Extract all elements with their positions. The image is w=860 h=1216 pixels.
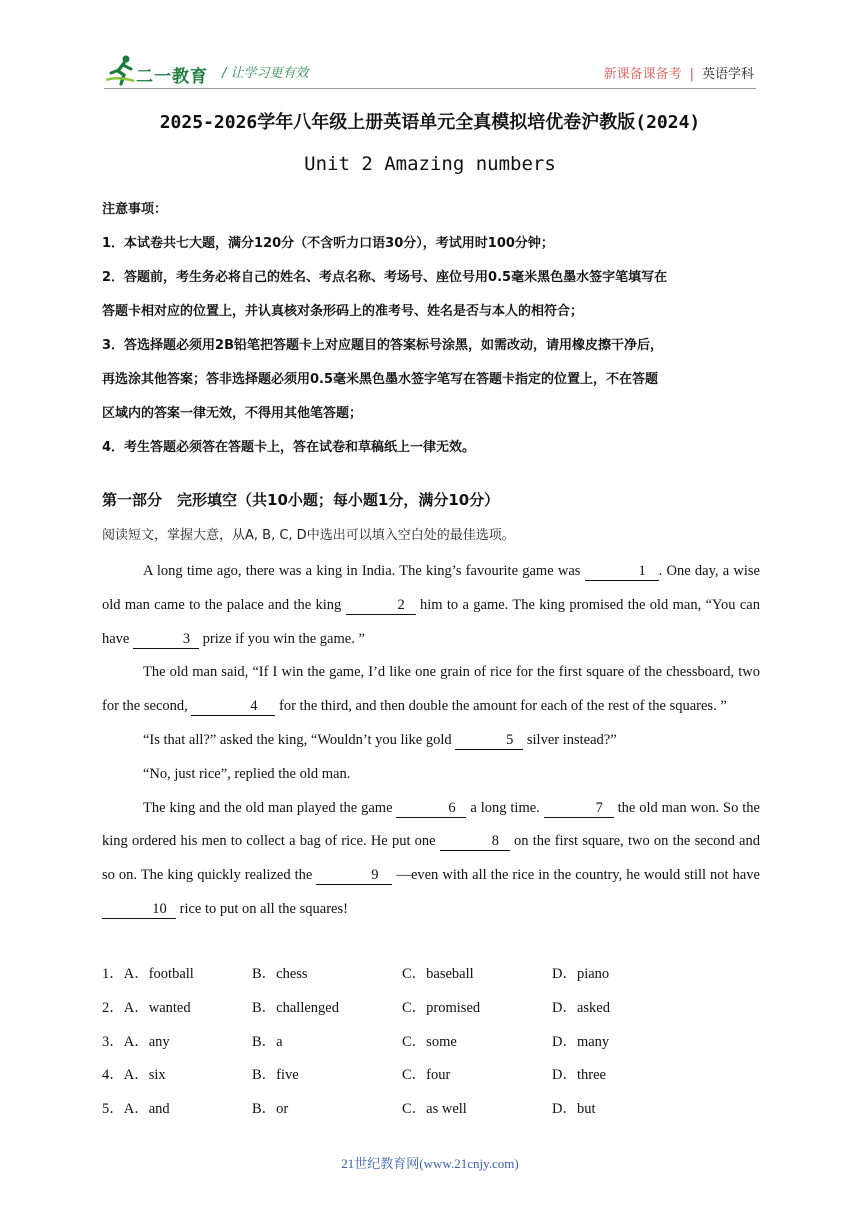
blank-9: 9 — [316, 866, 392, 885]
option-d: D．asked — [552, 999, 610, 1016]
passage-text: prize if you win the game. ” — [199, 630, 365, 647]
option-d: D．but — [552, 1101, 596, 1118]
notes-line: 4．考生答题必须答在答题卡上，答在试卷和草稿纸上一律无效。 — [102, 440, 476, 455]
footer-link[interactable]: 21世纪教育网(www.21cnjy.com) — [341, 1156, 519, 1171]
passage-text: . One day, a wise old man came to the palace and the king — [102, 563, 760, 613]
notes-line: 再选涂其他答案；答非选择题必须用0.5毫米黑色墨水签字笔写在答题卡指定的位置上，不在答题 — [102, 372, 659, 387]
cloze-passage — [102, 555, 760, 927]
passage-paragraph — [102, 724, 760, 758]
header-divider — [104, 88, 756, 89]
blank-1: 1 — [585, 562, 659, 581]
blank-10: 10 — [102, 900, 176, 919]
notes-line: 1．本试卷共七大题，满分120分（不含听力口语30分），考试用时100分钟； — [102, 236, 554, 251]
notes-heading: 注意事项： — [102, 202, 168, 217]
option-c: C．four — [402, 1067, 451, 1084]
blank-5: 5 — [455, 731, 523, 750]
option-c: C．baseball — [402, 966, 474, 982]
passage-text: “Is that all?” asked the king, “Wouldn’t you like gold — [143, 731, 456, 748]
notes-line: 区域内的答案一律无效，不得用其他笔答题； — [102, 406, 363, 421]
slogan: / 让学习更有效 — [222, 66, 309, 81]
option-row — [102, 992, 762, 1026]
option-a: 4．A．six — [102, 1067, 166, 1084]
passage-text: The old man said, “If I win the game, I’d like one grain of rice for the first square of the chessboard, two for the second, — [102, 664, 760, 715]
option-a: 1．A．football — [102, 966, 194, 982]
blank-4: 4 — [191, 697, 275, 716]
option-b: B．challenged — [252, 999, 339, 1016]
logo-text: 二一教育 — [136, 67, 208, 87]
passage-paragraph: “No, just rice”, replied the old man. — [143, 765, 351, 782]
blank-6: 6 — [396, 799, 466, 818]
option-d: D．three — [552, 1067, 606, 1084]
passage-text: silver instead?” — [523, 731, 617, 748]
option-c: C．as well — [402, 1101, 467, 1118]
header-label-subject: 英语学科 — [701, 67, 754, 82]
passage-text: A long time ago, there was a king in India. The king’s favourite game was — [143, 563, 585, 579]
passage-text: on the first square, two on the second and so on. The king quickly realized the — [102, 833, 760, 884]
blank-2: 2 — [346, 596, 416, 615]
option-row — [102, 1026, 762, 1060]
option-row — [102, 1093, 762, 1127]
option-c: C．promised — [402, 999, 481, 1016]
option-row — [102, 1059, 762, 1093]
header-separator: | — [689, 67, 694, 82]
notes-section — [102, 193, 762, 465]
option-row — [102, 958, 762, 992]
passage-text: rice to put on all the squares! — [176, 900, 348, 917]
option-b: B．five — [252, 1067, 299, 1084]
passage-paragraph — [102, 656, 760, 724]
page-header — [0, 0, 860, 92]
blank-3: 3 — [133, 630, 199, 649]
notes-line: 3．答选择题必须用2B铅笔把答题卡上对应题目的答案标号涂黑，如需改动，请用橡皮擦干净后， — [102, 338, 664, 353]
page-title: 2025-2026学年八年级上册英语单元全真模拟培优卷沪教版(2024) — [159, 112, 701, 133]
passage-text: —even with all the rice in the country, he would still not have — [392, 867, 760, 884]
passage-text: him to a game. The king promised the old man, “You can have — [102, 596, 760, 647]
option-b: B．chess — [252, 966, 308, 982]
notes-line: 2．答题前，考生务必将自己的姓名、考点名称、考场号、座位号用0.5毫米黑色墨水签字笔填写在 — [102, 270, 668, 285]
header-label-course: 新课备课备考 — [603, 67, 682, 82]
option-a: 2．A．wanted — [102, 999, 191, 1016]
notes-line: 答题卡相对应的位置上，并认真核对条形码上的准考号、姓名是否与本人的相符合； — [102, 304, 584, 319]
logo — [104, 54, 214, 90]
passage-paragraph — [102, 555, 760, 656]
option-a: 5．A．and — [102, 1101, 170, 1118]
option-c: C．some — [402, 1033, 457, 1050]
passage-text: a long time. — [466, 799, 544, 816]
option-d: D．piano — [552, 966, 610, 982]
option-b: B．a — [252, 1033, 283, 1050]
option-b: B．or — [252, 1101, 289, 1118]
header-right — [604, 63, 754, 82]
page-subtitle: Unit 2 Amazing numbers — [304, 153, 556, 175]
runner-logo-icon — [104, 54, 138, 86]
passage-text: The king and the old man played the game — [143, 799, 397, 816]
option-a: 3．A．any — [102, 1033, 170, 1050]
passage-text: the old man won. So the king ordered his men to collect a bag of rice. He put one — [102, 799, 760, 850]
answer-options — [102, 958, 762, 1127]
blank-7: 7 — [544, 799, 614, 818]
blank-8: 8 — [440, 832, 510, 851]
option-d: D．many — [552, 1033, 610, 1050]
section-instruction: 阅读短文，掌握大意，从A, B, C, D中选出可以填入空白处的最佳选项。 — [102, 528, 515, 543]
passage-text: for the third, and then double the amount for each of the rest of the squares. ” — [275, 698, 727, 715]
passage-paragraph — [102, 792, 760, 927]
section-title: 第一部分 完形填空（共10小题；每小题1分，满分10分） — [102, 491, 500, 509]
